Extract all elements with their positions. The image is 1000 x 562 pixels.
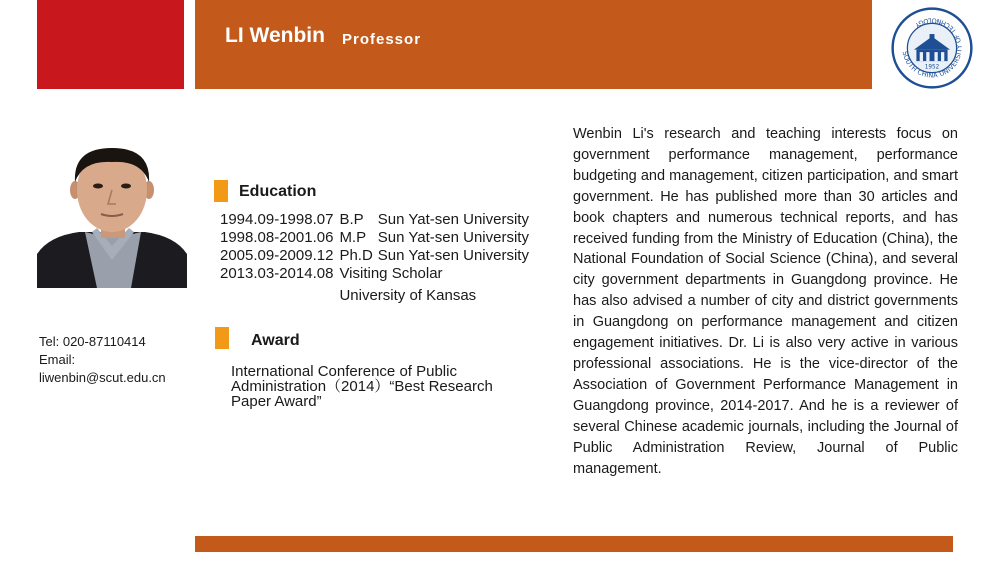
contact-email-label: Email: — [39, 352, 76, 367]
person-role: Professor — [342, 31, 422, 48]
header-red-block — [37, 0, 184, 89]
education-degree: Visiting Scholar — [339, 265, 443, 282]
education-degree: M.P — [339, 229, 367, 246]
education-period: 2005.09-2009.12 — [220, 247, 334, 264]
education-institution: Sun Yat-sen University — [377, 229, 529, 246]
education-degree: Ph.D — [339, 247, 373, 264]
footer-bar — [195, 536, 953, 552]
education-marker — [214, 180, 228, 202]
education-row — [220, 211, 529, 229]
person-name: LI Wenbin — [225, 24, 325, 47]
education-degree: B.P — [339, 211, 364, 228]
education-heading: Education — [239, 183, 317, 200]
education-table — [220, 211, 529, 305]
education-row — [220, 283, 529, 305]
logo-year: 1952 — [924, 64, 940, 71]
education-institution: Sun Yat-sen University — [377, 247, 529, 264]
education-period: 1994.09-1998.07 — [220, 211, 334, 228]
education-institution: University of Kansas — [339, 287, 477, 304]
award-text: International Conference of Public Administration（2014）“Best Research Paper Award” — [231, 363, 493, 410]
education-period: 1998.08-2001.06 — [220, 229, 334, 246]
university-logo — [891, 7, 973, 89]
contact-tel: Tel: 020-87110414 — [39, 334, 146, 349]
education-row — [220, 229, 529, 247]
education-period: 2013.03-2014.08 — [220, 265, 334, 282]
education-institution: Sun Yat-sen University — [377, 211, 529, 228]
contact-email: liwenbin@scut.edu.cn — [39, 370, 166, 385]
education-row — [220, 265, 529, 283]
contact-info — [39, 333, 166, 387]
award-marker — [215, 327, 229, 349]
logo-text: SOUTH CHINA UNIVERSITY OF TECHNOLOGY — [900, 16, 964, 80]
bio-paragraph: Wenbin Li's research and teaching interests focus on government performance management, performance budgeting and management, citizen participation, and smart government. He has published more than 30 articles and book chapters and numerous technical reports, and has received funding from the Ministry of Education (China), the National Foundation of Social Science (China), and several city government departments in Guangdong province. He has also advised a number of city and district governments in Guangdong on performance management and citizen engagement initiatives. Dr. Li is also very active in various professional associations. He is the vice-director of the Association of Government Performance Management in Guangdong province, 2014-2017. And he is a reviewer of several Chinese academic journals, including the Journal of Public Administration Review, Journal of Public management. — [573, 126, 958, 477]
award-heading: Award — [251, 332, 300, 349]
portrait-photo — [37, 142, 187, 288]
education-row — [220, 247, 529, 265]
